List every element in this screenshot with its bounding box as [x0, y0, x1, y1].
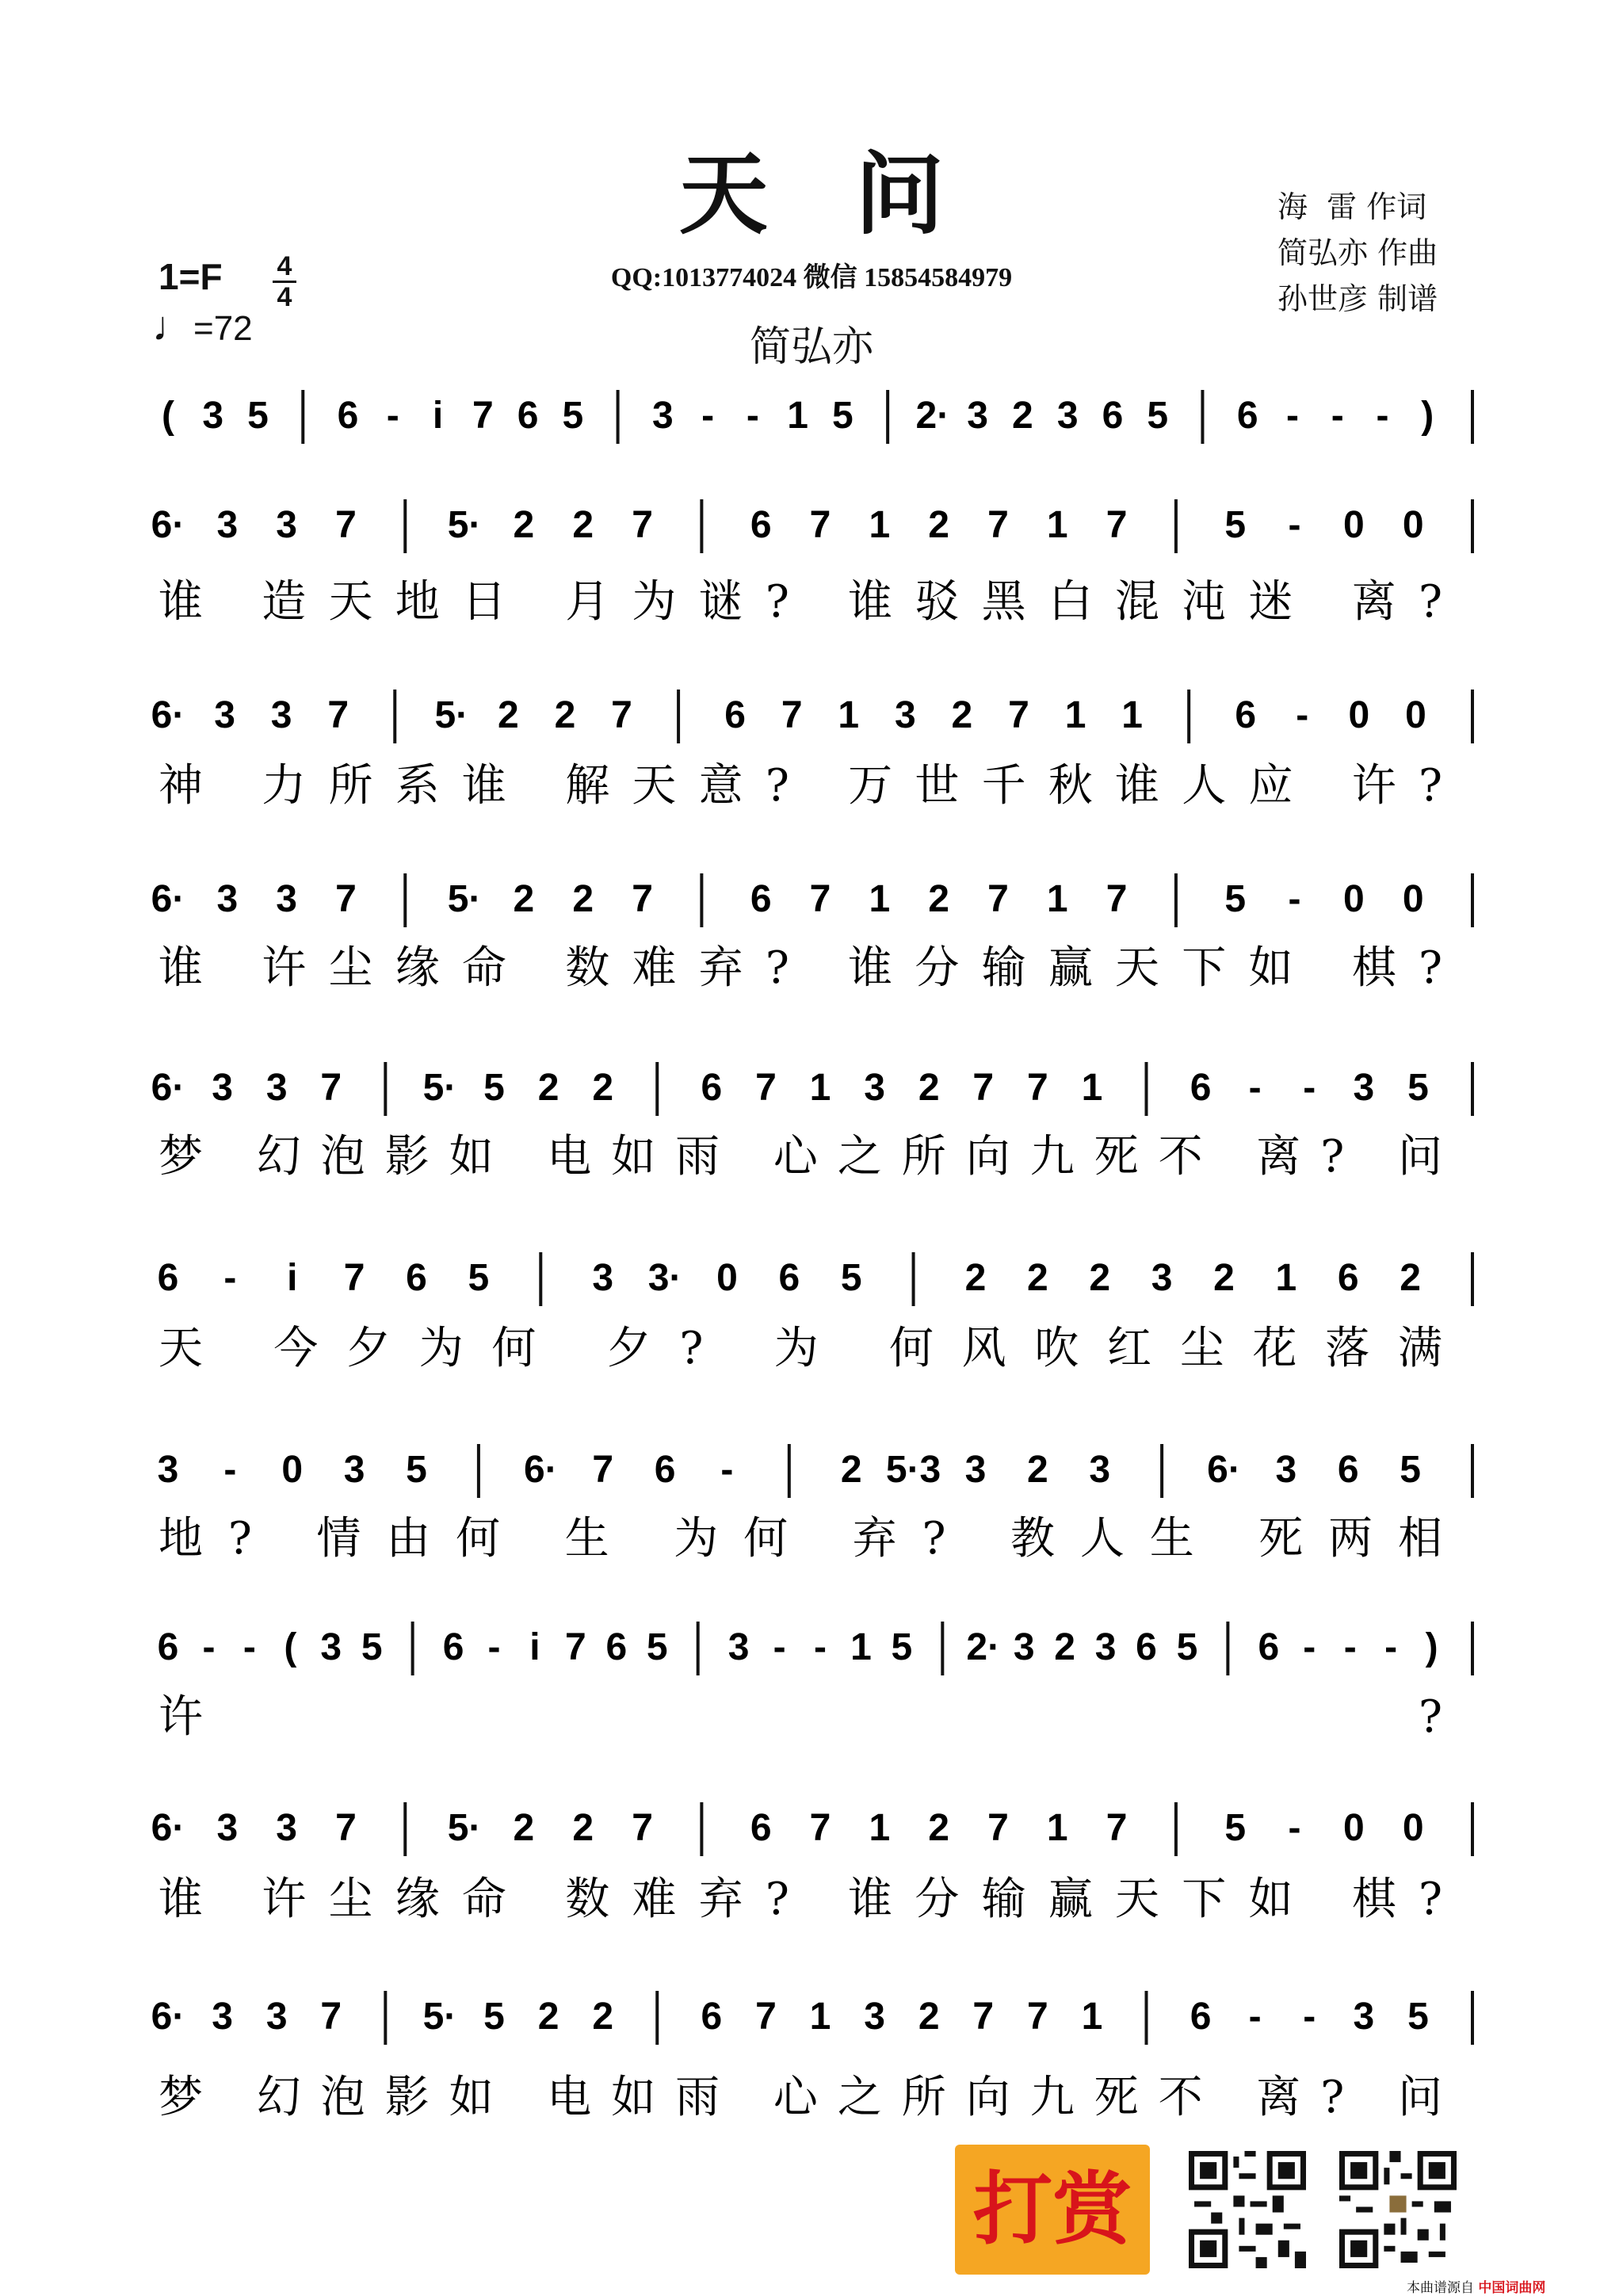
- lyric-line: 谁 许尘缘命 数难弃? 谁分输赢天下如 棋?: [158, 1874, 1442, 1925]
- note-symbol: -: [814, 1626, 827, 1668]
- note-symbol: 6: [406, 1257, 427, 1299]
- note-symbol: 2: [964, 1257, 987, 1299]
- note-symbol: 7: [755, 1996, 777, 2038]
- note-symbol: 5: [483, 1996, 505, 2038]
- note-symbol: 3: [651, 395, 674, 437]
- note-symbol: 3: [214, 694, 235, 736]
- note-symbol: 5·3: [885, 1449, 941, 1491]
- note-symbol: 6: [1190, 1996, 1212, 2038]
- note-symbol: 0: [1343, 504, 1365, 546]
- note-symbol: -: [773, 1626, 786, 1668]
- note-symbol: 5: [1400, 1449, 1421, 1491]
- note-symbol: 2: [1012, 395, 1033, 437]
- note-symbol: 2: [1054, 1626, 1075, 1668]
- lyric-line: 许?: [158, 1691, 1442, 1743]
- note-symbol: 7: [972, 1996, 995, 2038]
- note-symbol: -: [1288, 1807, 1301, 1849]
- note-symbol: -: [242, 1626, 256, 1668]
- note-symbol: 7: [632, 504, 653, 546]
- lyric-line: 梦 幻泡影如 电如雨 心之所向九死不 离? 问: [158, 1131, 1442, 1182]
- note-symbol: 6: [750, 504, 772, 546]
- note-symbol: 5: [468, 1257, 490, 1299]
- note-symbol: -: [1285, 395, 1299, 437]
- note-symbol: 6: [1337, 1449, 1359, 1491]
- note-symbol: 3: [1089, 1449, 1111, 1491]
- note-symbol: -: [1376, 395, 1389, 437]
- qr-code-icon: [1189, 2151, 1306, 2268]
- note-symbol: 3: [276, 878, 297, 920]
- note-symbol: 2: [928, 878, 949, 920]
- note-symbol: 0: [1402, 1807, 1424, 1849]
- note-symbol: 1: [1046, 504, 1068, 546]
- note-symbol: 1: [869, 504, 891, 546]
- note-symbol: 2: [1213, 1257, 1235, 1299]
- note-symbol: 7: [781, 694, 803, 736]
- note-symbol: 6·: [1207, 1449, 1241, 1491]
- note-symbol: 6·: [151, 504, 185, 546]
- note-symbol: 5: [1224, 504, 1247, 546]
- note-symbol: (: [284, 1626, 297, 1668]
- note-symbol: 6·: [151, 878, 185, 920]
- note-symbol: 5: [1224, 1807, 1247, 1849]
- note-symbol: 0: [281, 1449, 304, 1491]
- footer-credit: [1407, 2276, 1545, 2296]
- page-title: 天问: [679, 143, 1031, 246]
- note-symbol: 7: [1106, 1807, 1128, 1849]
- note-symbol: -: [1303, 1067, 1316, 1109]
- note-symbol: 6·: [151, 1996, 185, 2038]
- note-symbol: i: [529, 1626, 540, 1668]
- note-symbol: 2: [1026, 1449, 1048, 1491]
- lyric-line: 梦 幻泡影如 电如雨 心之所向九死不 离? 问: [158, 2072, 1442, 2123]
- note-symbol: 7: [335, 1807, 357, 1849]
- note-symbol: -: [1303, 1996, 1316, 2038]
- note-symbol: -: [1288, 504, 1301, 546]
- note-symbol: -: [1296, 694, 1309, 736]
- note-symbol: 2: [592, 1996, 614, 2038]
- note-symbol: 3: [265, 1067, 288, 1109]
- note-symbol: 7: [809, 878, 831, 920]
- note-symbol: 3: [894, 694, 916, 736]
- note-symbol: 2: [951, 694, 973, 736]
- note-symbol: 7: [972, 1067, 995, 1109]
- note-symbol: 7: [327, 694, 349, 736]
- note-symbol: 2: [554, 694, 576, 736]
- note-symbol: 0: [1348, 694, 1370, 736]
- note-symbol: 1: [1046, 878, 1068, 920]
- note-symbol: 1: [1081, 1996, 1103, 2038]
- note-symbol: 5: [1407, 1996, 1429, 2038]
- note-symbol: -: [1248, 1067, 1262, 1109]
- note-symbol: 1: [809, 1996, 831, 2038]
- footer-source: 本曲谱源自: [1407, 2280, 1474, 2296]
- note-symbol: 1: [1064, 694, 1086, 736]
- note-symbol: 3: [212, 1067, 233, 1109]
- note-symbol: 2: [513, 504, 535, 546]
- note-symbol: -: [1248, 1996, 1262, 2038]
- lyricist-credit: 海 雷 作词: [1277, 189, 1427, 224]
- singer: 简弘亦: [749, 323, 873, 371]
- note-symbol: 3: [202, 395, 224, 437]
- lyric-line: 谁 造天地日 月为谜? 谁驳黑白混沌迷 离?: [158, 576, 1442, 628]
- note-symbol: 3: [1151, 1257, 1173, 1299]
- quarter-note-icon: ♩: [152, 304, 193, 350]
- note-symbol: 3: [157, 1449, 179, 1491]
- note-symbol: 6: [157, 1626, 179, 1668]
- note-symbol: 7: [1026, 1996, 1048, 2038]
- note-symbol: 6: [517, 395, 539, 437]
- note-symbol: 3: [1094, 1626, 1117, 1668]
- note-symbol: 6: [654, 1449, 676, 1491]
- note-symbol: 6: [1337, 1257, 1359, 1299]
- note-symbol: 3: [270, 694, 292, 736]
- note-symbol: 2: [1026, 1257, 1048, 1299]
- note-symbol: 5·: [447, 878, 482, 920]
- note-symbol: 3: [276, 1807, 297, 1849]
- note-symbol: 3·: [647, 1257, 682, 1299]
- note-symbol: 6: [750, 878, 772, 920]
- lyric-line: 天 今夕为何 夕? 为 何风吹红尘花落满: [158, 1323, 1442, 1374]
- note-symbol: 6: [724, 694, 747, 736]
- note-symbol: 2: [918, 1067, 940, 1109]
- note-symbol: 7: [1106, 878, 1128, 920]
- note-symbol: 0: [1343, 1807, 1365, 1849]
- note-symbol: 6: [442, 1626, 464, 1668]
- note-symbol: 1: [1046, 1807, 1068, 1849]
- note-symbol: 2: [537, 1067, 559, 1109]
- note-symbol: 6: [701, 1067, 723, 1109]
- key-signature: 1=F: [158, 256, 223, 297]
- note-symbol: -: [386, 395, 399, 437]
- note-symbol: 5: [562, 395, 584, 437]
- note-symbol: 5·: [434, 694, 469, 736]
- note-symbol: ): [1421, 395, 1434, 437]
- note-symbol: 2·: [915, 395, 950, 437]
- note-symbol: 6: [337, 395, 359, 437]
- note-symbol: -: [1343, 1626, 1357, 1668]
- note-symbol: 7: [611, 694, 632, 736]
- note-symbol: 5: [247, 395, 269, 437]
- lyric-line: 神 力所系谁 解天意? 万世千秋谁人应 许?: [158, 760, 1442, 812]
- note-symbol: 6·: [151, 1807, 185, 1849]
- note-symbol: 2: [513, 1807, 535, 1849]
- note-symbol: 2: [572, 1807, 594, 1849]
- arranger-credit: 孙世彦 制谱: [1277, 281, 1438, 316]
- note-symbol: 7: [987, 504, 1009, 546]
- note-symbol: 7: [809, 504, 831, 546]
- note-symbol: 6: [605, 1626, 628, 1668]
- note-symbol: 3: [1056, 395, 1079, 437]
- meter-top: 4: [277, 251, 292, 281]
- note-symbol: 1: [838, 694, 860, 736]
- note-symbol: 2: [572, 504, 594, 546]
- note-symbol: 7: [335, 878, 357, 920]
- tempo-value: =72: [193, 309, 253, 348]
- note-symbol: 5: [1176, 1626, 1198, 1668]
- note-symbol: 5: [646, 1626, 668, 1668]
- composer-credit: 简弘亦 作曲: [1277, 235, 1438, 270]
- note-symbol: 3: [1013, 1626, 1035, 1668]
- note-symbol: 3: [216, 504, 239, 546]
- note-symbol: 3: [1275, 1449, 1297, 1491]
- note-symbol: 7: [592, 1449, 614, 1491]
- reward-button[interactable]: 打赏: [955, 2145, 1150, 2275]
- meter-bottom: 4: [277, 282, 292, 312]
- note-symbol: 3: [1353, 1996, 1375, 2038]
- note-symbol: 7: [320, 1067, 342, 1109]
- note-symbol: 3: [216, 1807, 239, 1849]
- note-symbol: 3: [592, 1257, 614, 1299]
- note-symbol: 5: [840, 1257, 862, 1299]
- note-symbol: 6: [157, 1257, 179, 1299]
- note-symbol: 5·: [422, 1067, 457, 1109]
- note-symbol: 3: [212, 1996, 233, 2038]
- note-symbol: 3: [1353, 1067, 1375, 1109]
- note-symbol: 3: [276, 504, 297, 546]
- note-symbol: 7: [809, 1807, 831, 1849]
- note-symbol: -: [701, 395, 715, 437]
- note-symbol: 1: [1121, 694, 1143, 736]
- note-symbol: 1: [869, 878, 891, 920]
- note-symbol: -: [746, 395, 759, 437]
- note-symbol: 6: [778, 1257, 800, 1299]
- note-symbol: 7: [632, 878, 653, 920]
- note-symbol: 3: [343, 1449, 365, 1491]
- note-symbol: 6: [1102, 395, 1124, 437]
- note-symbol: 3: [864, 1996, 885, 2038]
- note-symbol: 0: [1402, 504, 1424, 546]
- note-symbol: -: [223, 1257, 237, 1299]
- note-symbol: 6: [1136, 1626, 1157, 1668]
- note-symbol: 2: [572, 878, 594, 920]
- note-symbol: 1: [869, 1807, 891, 1849]
- note-symbol: 5: [891, 1626, 913, 1668]
- note-symbol: 2: [513, 878, 535, 920]
- note-symbol: 7: [632, 1807, 653, 1849]
- note-symbol: 6·: [151, 1067, 185, 1109]
- note-symbol: 3: [964, 1449, 987, 1491]
- note-symbol: (: [162, 395, 174, 437]
- note-symbol: 3: [265, 1996, 288, 2038]
- note-symbol: 6: [701, 1996, 723, 2038]
- note-symbol: 5: [1147, 395, 1169, 437]
- note-symbol: 6: [1258, 1626, 1280, 1668]
- note-symbol: 5·: [422, 1996, 457, 2038]
- note-symbol: 5: [361, 1626, 383, 1668]
- note-symbol: -: [1331, 395, 1344, 437]
- note-symbol: -: [487, 1626, 501, 1668]
- lyric-line: 地? 情由何 生 为何 弃? 教人生 死两相: [158, 1513, 1442, 1564]
- note-symbol: 5: [832, 395, 854, 437]
- note-symbol: -: [1303, 1626, 1316, 1668]
- note-symbol: -: [720, 1449, 734, 1491]
- note-symbol: -: [202, 1626, 216, 1668]
- note-symbol: 6: [1236, 395, 1258, 437]
- note-symbol: 2·: [966, 1626, 1001, 1668]
- note-symbol: 1: [850, 1626, 872, 1668]
- note-symbol: 5·: [447, 504, 482, 546]
- note-symbol: 5: [406, 1449, 427, 1491]
- footer-site-link[interactable]: 中国词曲网: [1478, 2280, 1546, 2296]
- note-symbol: 7: [987, 878, 1009, 920]
- note-symbol: 1: [809, 1067, 831, 1109]
- note-symbol: 3: [864, 1067, 885, 1109]
- note-symbol: 7: [565, 1626, 586, 1668]
- note-symbol: 7: [472, 395, 494, 437]
- note-symbol: 2: [1089, 1257, 1111, 1299]
- note-symbol: 1: [1081, 1067, 1103, 1109]
- note-symbol: 1: [1275, 1257, 1297, 1299]
- note-symbol: 2: [592, 1067, 614, 1109]
- note-symbol: 7: [1026, 1067, 1048, 1109]
- note-symbol: 2: [1400, 1257, 1421, 1299]
- note-symbol: 7: [320, 1996, 342, 2038]
- note-symbol: 3: [216, 878, 239, 920]
- note-symbol: 7: [755, 1067, 777, 1109]
- note-symbol: 7: [1008, 694, 1029, 736]
- note-symbol: ): [1425, 1626, 1438, 1668]
- note-symbol: 2: [498, 694, 519, 736]
- contact-info: QQ:1013774024 微信 15854584979: [610, 263, 1013, 292]
- note-symbol: 0: [1343, 878, 1365, 920]
- note-symbol: 0: [1402, 878, 1424, 920]
- note-symbol: 6: [1190, 1067, 1212, 1109]
- note-symbol: 2: [928, 1807, 949, 1849]
- note-symbol: 2: [840, 1449, 862, 1491]
- note-symbol: 2: [537, 1996, 559, 2038]
- note-symbol: 6·: [523, 1449, 558, 1491]
- note-symbol: 1: [787, 395, 808, 437]
- note-symbol: 0: [716, 1257, 738, 1299]
- note-symbol: 2: [928, 504, 949, 546]
- note-symbol: -: [1288, 878, 1301, 920]
- note-symbol: 3: [967, 395, 989, 437]
- note-symbol: 6: [1235, 694, 1257, 736]
- note-symbol: 7: [1106, 504, 1128, 546]
- note-symbol: -: [223, 1449, 237, 1491]
- note-symbol: 5: [483, 1067, 505, 1109]
- note-symbol: 6·: [151, 694, 185, 736]
- note-symbol: i: [432, 395, 444, 437]
- note-symbol: 7: [343, 1257, 365, 1299]
- note-symbol: 5·: [447, 1807, 482, 1849]
- note-symbol: -: [1384, 1626, 1398, 1668]
- note-symbol: 5: [1407, 1067, 1429, 1109]
- note-symbol: 7: [987, 1807, 1009, 1849]
- note-symbol: 3: [320, 1626, 342, 1668]
- note-symbol: i: [287, 1257, 298, 1299]
- note-symbol: 6: [750, 1807, 772, 1849]
- note-symbol: 5: [1224, 878, 1247, 920]
- note-symbol: 7: [335, 504, 357, 546]
- lyric-line: 谁 许尘缘命 数难弃? 谁分输赢天下如 棋?: [158, 942, 1442, 994]
- qr-code-icon: [1339, 2151, 1457, 2268]
- note-symbol: 0: [1405, 694, 1426, 736]
- note-symbol: 3: [727, 1626, 750, 1668]
- note-symbol: 2: [918, 1996, 940, 2038]
